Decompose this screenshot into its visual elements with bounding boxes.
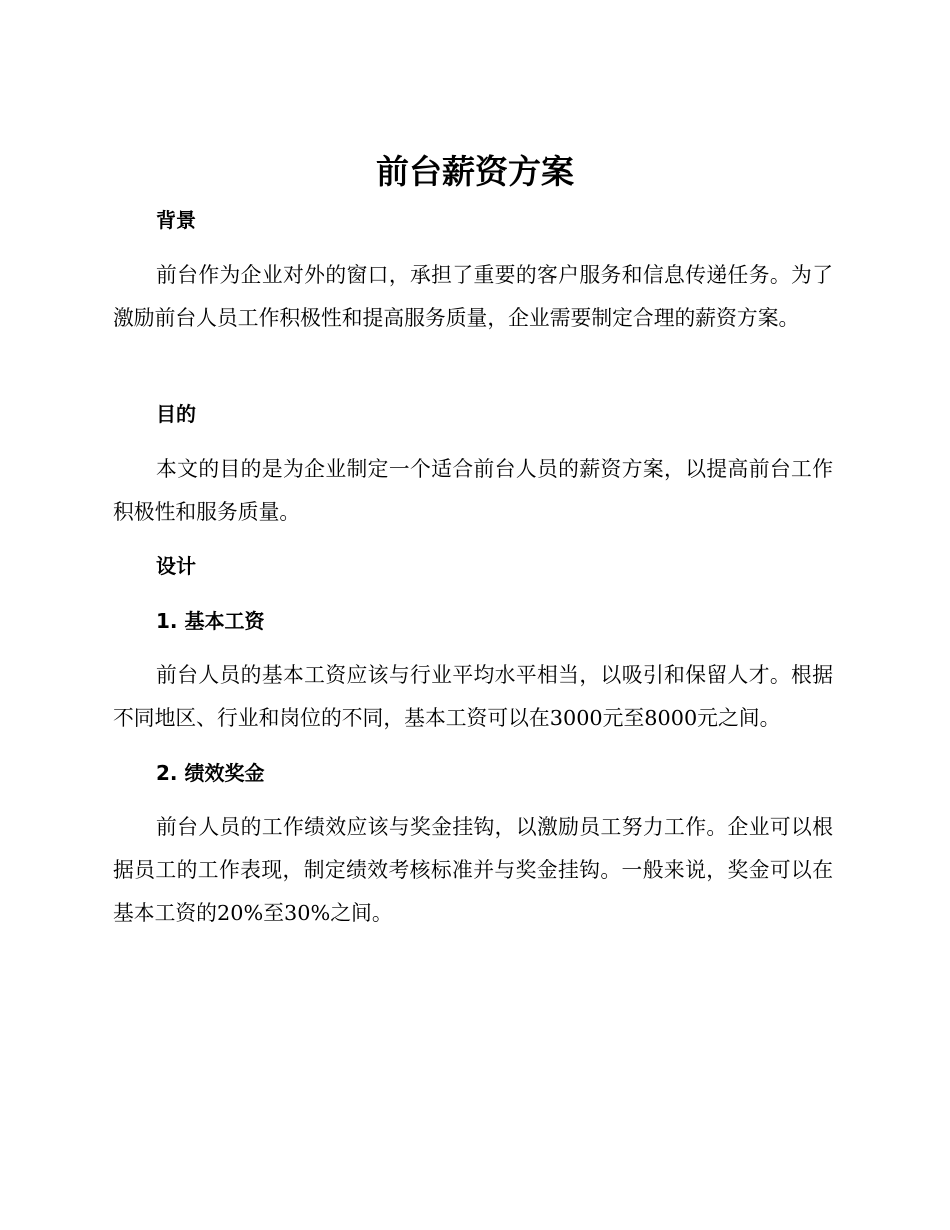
subsection-heading-performance-bonus: 2. 绩效奖金 — [156, 761, 265, 785]
document-title: 前台薪资方案 — [376, 152, 574, 191]
subsection-heading-base-salary: 1. 基本工资 — [156, 609, 265, 633]
section-heading-design: 设计 — [156, 554, 196, 578]
section-text-purpose: 本文的目的是为企业制定一个适合前台人员的薪资方案，以提高前台工作积极性和服务质量。 — [113, 457, 833, 524]
section-text-background: 前台作为企业对外的窗口，承担了重要的客户服务和信息传递任务。为了激励前台人员工作积极性和提高服务质量，企业需要制定合理的薪资方案。 — [113, 263, 833, 330]
section-heading-purpose: 目的 — [156, 402, 196, 426]
subsection-text-performance-bonus: 前台人员的工作绩效应该与奖金挂钩，以激励员工努力工作。企业可以根据员工的工作表现，制定绩效考核标准并与奖金挂钩。一般来说，奖金可以在基本工资的20%至30%之间。 — [113, 815, 833, 925]
subsection-text-base-salary: 前台人员的基本工资应该与行业平均水平相当，以吸引和保留人才。根据不同地区、行业和岗位的不同，基本工资可以在3000元至8000元之间。 — [113, 663, 833, 730]
section-heading-background: 背景 — [156, 208, 196, 232]
